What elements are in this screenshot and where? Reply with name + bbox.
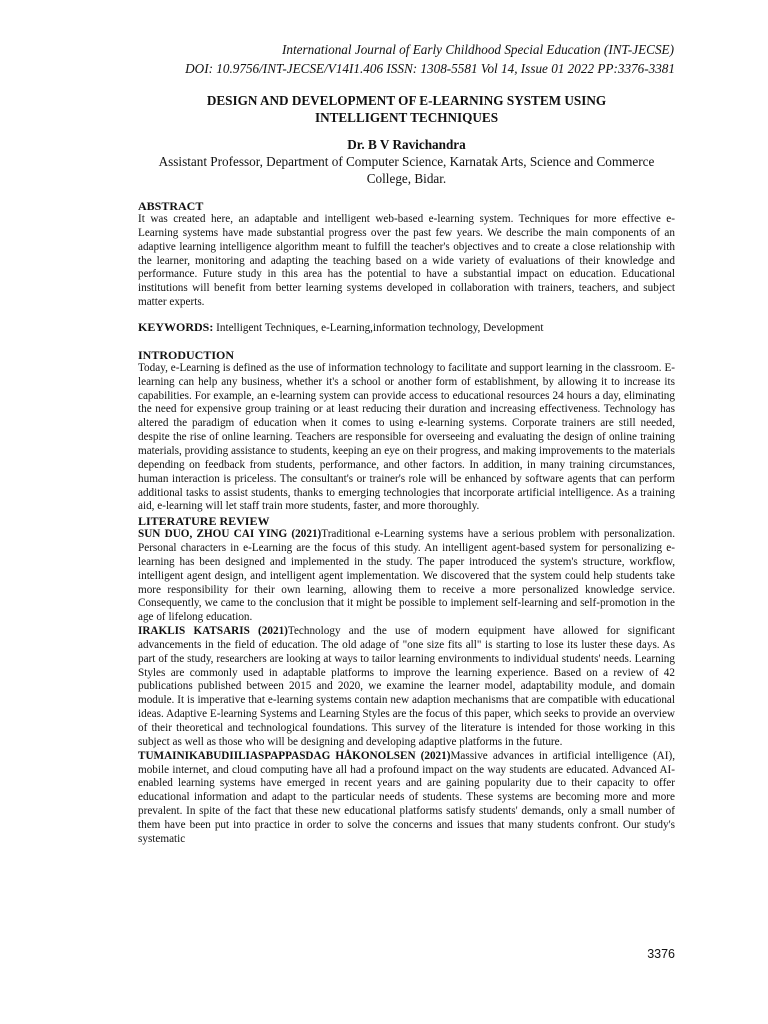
journal-header (138, 40, 675, 78)
abstract-heading: ABSTRACT (138, 199, 204, 213)
lit-entry-2 (138, 625, 675, 750)
literature-review-heading: LITERATURE REVIEW (138, 514, 270, 529)
introduction-text: Today, e-Learning is defined as the use of information technology to facilitate and support learning in the classroom. E-learning can help any business, whether it's a school or another form of establishment, by allowing it to increase its capabilities. For example, an e-learning system can provide access to educational resources 24 hours a day, eliminating the need for expensive group training or at least reducing their duration and increasing effectiveness. Technology has altered the paradigm of education when it comes to using e-learning systems. Corporate trainers are still needed, despite the rise of online learning. Teachers are responsible for overseeing and evaluating the design of online training materials, providing assistance to students, keeping an eye on their progress, and making improvements to the materials depending on feedback from students, performance, and other factors. In addition, in many training circumstances, human interaction is priceless. The consultant's or trainer's role will be enhanced by software agents that can perform additional tasks to assist students, thanks to emerging technologies that incorporate artificial intelligence. As a training aid, e-learning will let staff train more students, faster, and more thoroughly. (138, 361, 675, 513)
doi-line: DOI: 10.9756/INT-JECSE/V14I1.406 ISSN: 1308-5581 Vol 14, Issue 01 2022 PP:3376-3381 (185, 61, 675, 76)
title-line-1: DESIGN AND DEVELOPMENT OF E-LEARNING SYSTEM USING (206, 93, 607, 108)
lit-entry-2-text: Technology and the use of modern equipment have allowed for significant advancements in the field of education. The old adage of "one size fits all" is starting to lose its luster these days. As part of the study, researchers are looking at ways to tailor learning environments to individual students' needs. Learning Styles are commonly used in adaptable platforms to improve the learning experience. Based on a review of 42 publications published between 2015 and 2020, we examine the learner model, adaptability module, and domain module. It is imperative that e-learning systems contain new adaption mechanisms that are compatible with educational ideas. Adaptive E-learning Systems and Learning Styles are the focus of this paper, which seeks to provide an overview of their theoretical and technological foundations. This survey of the literature is intended for those working in this subject as well as those who will be designing and developing adaptive platforms in the future. (138, 625, 675, 748)
introduction-heading: INTRODUCTION (138, 347, 235, 362)
keywords-label: KEYWORDS: (138, 319, 214, 334)
lit-entry-3-authors: TUMAINIKABUDIILIASPAPPASDAG HÅKONOLSEN (2021) (138, 749, 451, 762)
lit-entry-3-text: Massive advances in artificial intelligence (AI), mobile internet, and cloud computing have all had a profound impact on the way students are educated. Advanced AI-enabled learning systems have emerged in recent years and are gaining popularity due to their capacity to offer educational information and adapt to the particular needs of students. These systems are becoming more and more prevalent. In spite of the fact that these new educational platforms satisfy students' demands, only a small number of them have been put into practice in order to solve the concerns and issues that many students confront. Our study's systematic (138, 749, 675, 845)
journal-name: International Journal of Early Childhood Special Education (INT-JECSE) (281, 42, 674, 57)
title-line-2: INTELLIGENT TECHNIQUES (314, 110, 499, 125)
keywords-text: Intelligent Techniques, e-Learning,information technology, Development (213, 321, 544, 334)
author-name: Dr. B V Ravichandra (347, 137, 466, 152)
lit-entry-1-text: Traditional e-Learning systems have a serious problem with personalization. Personal characters in e-Learning are the focus of this study. An intelligent agent-based system for personalizing e-learning has been designed and implemented in the study. The paper introduced the system's structure, workflow, intelligent agent design, and intelligent agent implementation. We discovered that the system could help students take more responsibility for their own learning, allowing them to receive a more personalized knowledge service. Consequently, we came to the conclusion that it might be possible to implement self-learning and self-promotion in the age of lifelong education. (138, 528, 675, 624)
lit-entry-1 (138, 528, 675, 625)
paper-title (138, 92, 675, 126)
abstract-text: It was created here, an adaptable and intelligent web-based e-learning system. Techniques for more effective e-Learning systems have made substantial progress over the past few years. We describe the main components of an adaptive learning intelligence algorithm meant to fulfill the teacher's objectives and to create a close relationship with the learner, monitoring and adapting the teaching based on a wide variety of evaluations of their knowledge and performance. Future study in this area has the potential to have a substantial impact on education. Educational institutions will benefit from better learning systems developed in collaboration with trainers, teachers, and subject matter experts. (138, 213, 675, 309)
author-affiliation: Assistant Professor, Department of Computer Science, Karnatak Arts, Science and Commerce College, Bidar. (158, 154, 655, 186)
lit-entry-1-authors: SUN DUO, ZHOU CAI YING (2021) (138, 528, 322, 541)
keywords (138, 320, 675, 335)
lit-entry-2-authors: IRAKLIS KATSARIS (2021) (138, 625, 288, 638)
paper-page (138, 40, 675, 847)
page-number: 3376 (647, 947, 675, 961)
lit-entry-3 (138, 750, 675, 847)
